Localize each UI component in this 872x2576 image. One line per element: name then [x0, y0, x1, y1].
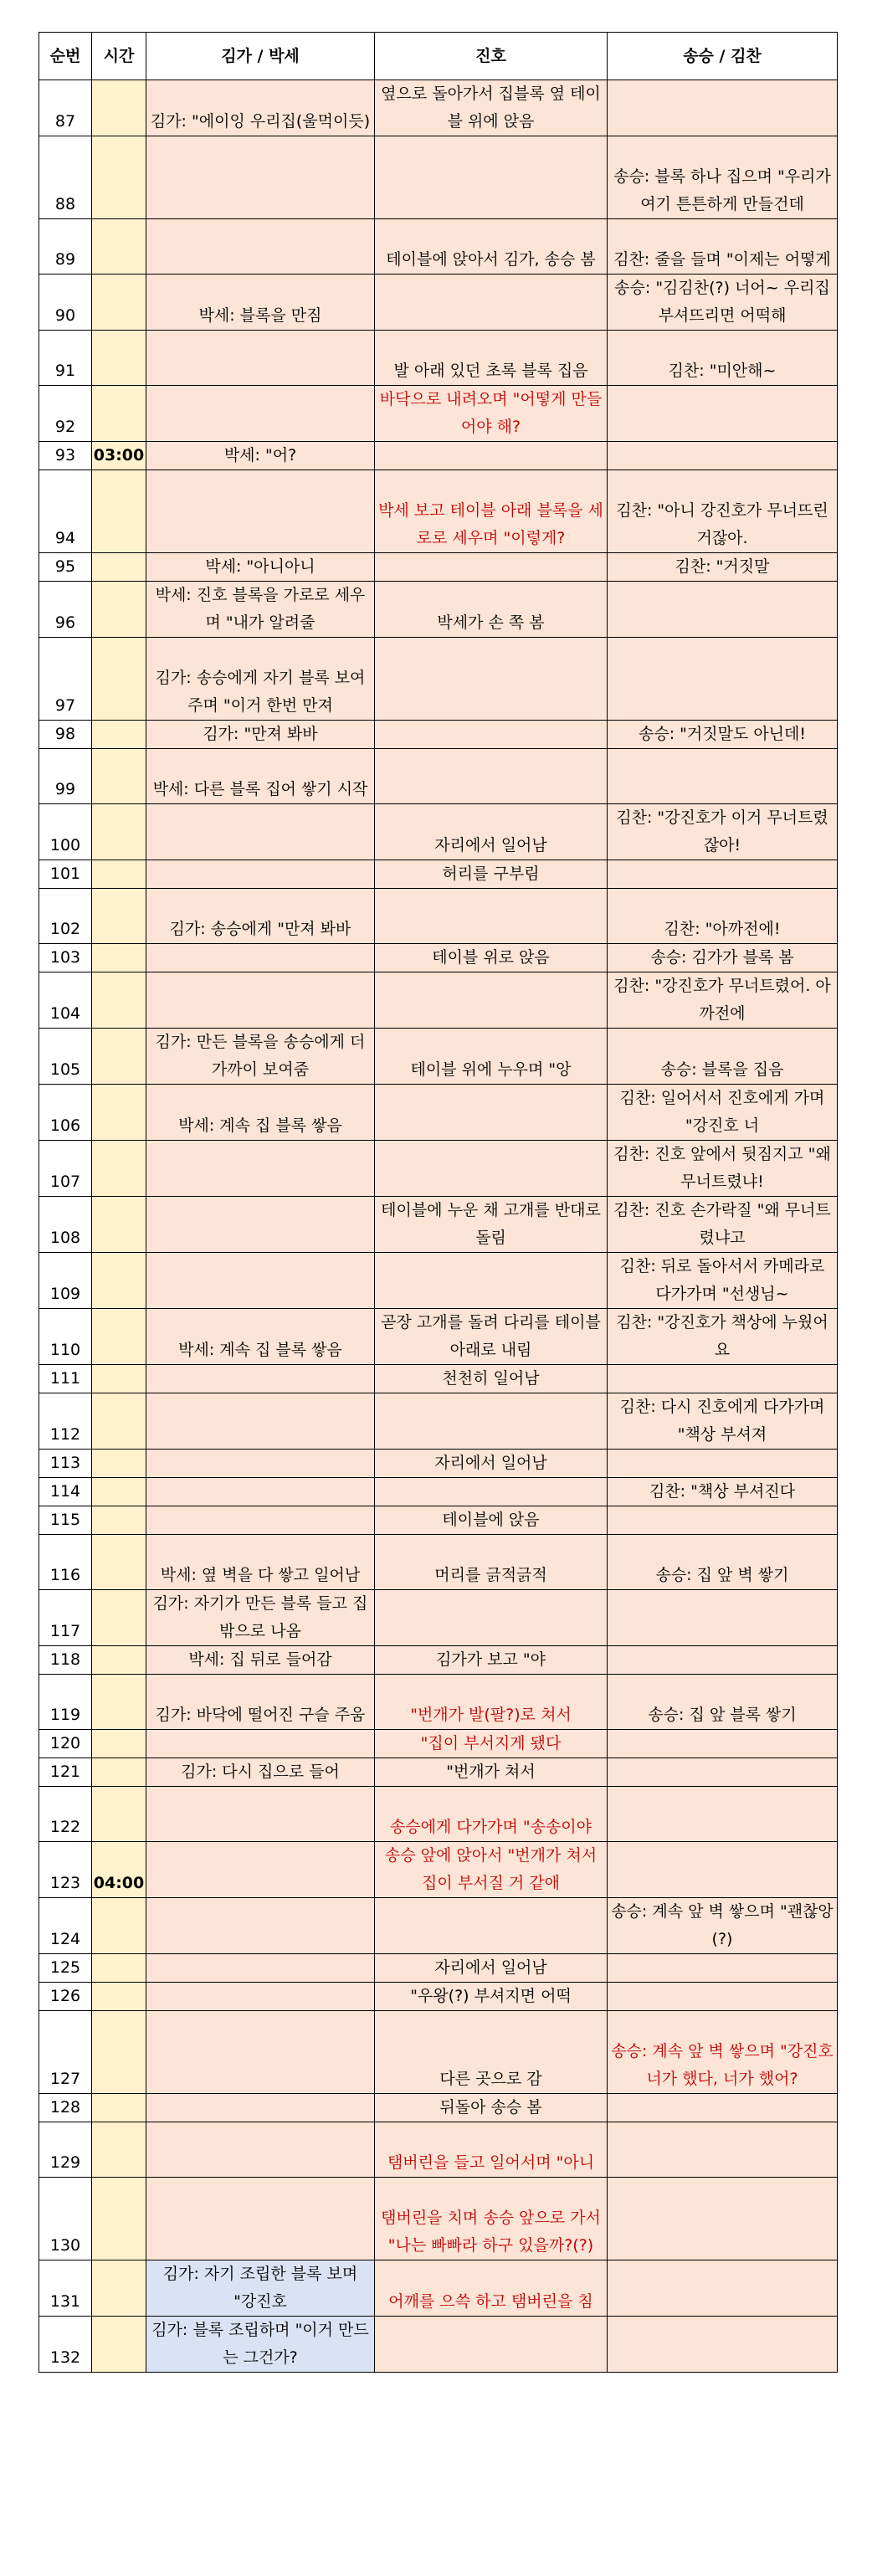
- table-row: [39, 1450, 838, 1478]
- kimga-bakse-cell: 김가: 만든 블록을 송승에게 더 가까이 보여줌: [146, 1029, 375, 1085]
- jinho-cell: [375, 2317, 608, 2373]
- table-row: [39, 1085, 838, 1141]
- table-row: [39, 331, 838, 386]
- table-row: [39, 2178, 838, 2260]
- table-row: [39, 136, 838, 219]
- time-cell: [92, 470, 146, 553]
- songseung-kimchan-cell: 김찬: 뒤로 돌아서서 카메라로 다가가며 "선생님~: [608, 1253, 838, 1309]
- jinho-cell: 박세 보고 테이블 아래 블록을 세로로 세우며 "이렇게?: [375, 470, 608, 553]
- table-row: [39, 1393, 838, 1450]
- kimga-bakse-cell: [146, 804, 375, 860]
- table-row: [39, 275, 838, 331]
- table-row: [39, 804, 838, 860]
- jinho-cell: 다른 곳으로 감: [375, 2011, 608, 2094]
- table-row: [39, 553, 838, 582]
- kimga-bakse-cell: 김가: 블록 조립하며 "이거 만드는 그건가?: [146, 2317, 375, 2373]
- time-cell: [92, 219, 146, 275]
- jinho-cell: [375, 553, 608, 582]
- time-cell: [92, 331, 146, 386]
- time-cell: [92, 1983, 146, 2011]
- jinho-cell: 탬버린을 치며 송승 앞으로 가서 "나는 빠빠라 하구 있을까?(?): [375, 2178, 608, 2260]
- kimga-bakse-cell: [146, 1393, 375, 1450]
- songseung-kimchan-cell: [608, 2317, 838, 2373]
- kimga-bakse-cell: [146, 1197, 375, 1253]
- kimga-bakse-cell: 박세: 계속 집 블록 쌓음: [146, 1309, 375, 1365]
- time-cell: [92, 1590, 146, 1646]
- time-cell: [92, 1758, 146, 1787]
- table-row: [39, 2094, 838, 2122]
- songseung-kimchan-cell: [608, 1842, 838, 1898]
- table-row: [39, 749, 838, 804]
- kimga-bakse-cell: 김가: 다시 집으로 들어: [146, 1758, 375, 1787]
- jinho-cell: 자리에서 일어남: [375, 1450, 608, 1478]
- songseung-kimchan-cell: [608, 638, 838, 721]
- songseung-kimchan-cell: 김찬: 다시 진호에게 다가가며 "책상 부셔져: [608, 1393, 838, 1450]
- songseung-kimchan-cell: 김찬: "책상 부셔진다: [608, 1478, 838, 1506]
- row-number: 101: [39, 860, 92, 889]
- time-cell: [92, 944, 146, 972]
- time-cell: [92, 136, 146, 219]
- jinho-cell: "번개가 발(팔?)로 쳐서: [375, 1675, 608, 1730]
- time-cell: [92, 1506, 146, 1535]
- table-row: [39, 1590, 838, 1646]
- kimga-bakse-cell: [146, 2011, 375, 2094]
- time-cell: [92, 1675, 146, 1730]
- time-cell: 04:00: [92, 1842, 146, 1898]
- table-row: [39, 860, 838, 889]
- table-row: [39, 1029, 838, 1085]
- time-cell: [92, 1253, 146, 1309]
- transcript-table: [38, 32, 838, 2373]
- kimga-bakse-cell: [146, 470, 375, 553]
- songseung-kimchan-cell: [608, 2094, 838, 2122]
- jinho-cell: [375, 889, 608, 944]
- songseung-kimchan-cell: 송승: "김김찬(?) 너어~ 우리집 부셔뜨리면 어떡해: [608, 275, 838, 331]
- header-seq: 순번: [39, 33, 92, 80]
- table-row: [39, 972, 838, 1029]
- row-number: 109: [39, 1253, 92, 1309]
- kimga-bakse-cell: 박세: 블록을 만짐: [146, 275, 375, 331]
- kimga-bakse-cell: [146, 1787, 375, 1842]
- row-number: 115: [39, 1506, 92, 1535]
- row-number: 110: [39, 1309, 92, 1365]
- header-row: [39, 33, 838, 80]
- table-row: [39, 944, 838, 972]
- kimga-bakse-cell: [146, 219, 375, 275]
- jinho-cell: 자리에서 일어남: [375, 1954, 608, 1983]
- kimga-bakse-cell: [146, 2178, 375, 2260]
- table-row: [39, 1675, 838, 1730]
- time-cell: [92, 80, 146, 136]
- row-number: 113: [39, 1450, 92, 1478]
- table-row: [39, 638, 838, 721]
- table-row: [39, 1646, 838, 1675]
- table-row: [39, 1253, 838, 1309]
- jinho-cell: 테이블 위로 앉음: [375, 944, 608, 972]
- songseung-kimchan-cell: [608, 1758, 838, 1787]
- songseung-kimchan-cell: 김찬: "아까전에!: [608, 889, 838, 944]
- kimga-bakse-cell: [146, 1478, 375, 1506]
- table-row: [39, 1365, 838, 1393]
- table-row: [39, 582, 838, 638]
- row-number: 114: [39, 1478, 92, 1506]
- time-cell: [92, 972, 146, 1029]
- time-cell: [92, 1309, 146, 1365]
- row-number: 91: [39, 331, 92, 386]
- table-row: [39, 1954, 838, 1983]
- time-cell: [92, 889, 146, 944]
- jinho-cell: 송승에게 다가가며 "송송이야: [375, 1787, 608, 1842]
- jinho-cell: 곧장 고개를 돌려 다리를 테이블 아래로 내림: [375, 1309, 608, 1365]
- table-row: [39, 1478, 838, 1506]
- kimga-bakse-cell: 김가: 송승에게 "만져 봐바: [146, 889, 375, 944]
- songseung-kimchan-cell: [608, 386, 838, 442]
- jinho-cell: 김가가 보고 "야: [375, 1646, 608, 1675]
- table-row: [39, 1197, 838, 1253]
- songseung-kimchan-cell: [608, 1590, 838, 1646]
- jinho-cell: 어깨를 으쓱 하고 탬버린을 침: [375, 2260, 608, 2317]
- time-cell: [92, 1535, 146, 1590]
- time-cell: 03:00: [92, 442, 146, 470]
- row-number: 88: [39, 136, 92, 219]
- time-cell: [92, 1954, 146, 1983]
- jinho-cell: "집이 부서지게 됐다: [375, 1730, 608, 1758]
- row-number: 122: [39, 1787, 92, 1842]
- kimga-bakse-cell: 김가: 자기가 만든 블록 들고 집 밖으로 나옴: [146, 1590, 375, 1646]
- kimga-bakse-cell: [146, 1898, 375, 1954]
- songseung-kimchan-cell: [608, 2122, 838, 2178]
- row-number: 103: [39, 944, 92, 972]
- kimga-bakse-cell: 박세: 집 뒤로 들어감: [146, 1646, 375, 1675]
- jinho-cell: 테이블에 앉음: [375, 1506, 608, 1535]
- jinho-cell: [375, 721, 608, 749]
- time-cell: [92, 1450, 146, 1478]
- songseung-kimchan-cell: 김찬: 줄을 들며 "이제는 어떻게: [608, 219, 838, 275]
- time-cell: [92, 721, 146, 749]
- table-row: [39, 1898, 838, 1954]
- table-row: [39, 2122, 838, 2178]
- row-number: 90: [39, 275, 92, 331]
- time-cell: [92, 2011, 146, 2094]
- jinho-cell: 자리에서 일어남: [375, 804, 608, 860]
- kimga-bakse-cell: 박세: 다른 블록 집어 쌓기 시작: [146, 749, 375, 804]
- row-number: 127: [39, 2011, 92, 2094]
- row-number: 107: [39, 1141, 92, 1197]
- time-cell: [92, 1141, 146, 1197]
- row-number: 130: [39, 2178, 92, 2260]
- table-row: [39, 2260, 838, 2317]
- row-number: 120: [39, 1730, 92, 1758]
- songseung-kimchan-cell: 김찬: "미안해~: [608, 331, 838, 386]
- row-number: 89: [39, 219, 92, 275]
- songseung-kimchan-cell: 김찬: "거짓말: [608, 553, 838, 582]
- jinho-cell: 뒤돌아 송승 봄: [375, 2094, 608, 2122]
- jinho-cell: 테이블에 앉아서 김가, 송승 봄: [375, 219, 608, 275]
- time-cell: [92, 1478, 146, 1506]
- kimga-bakse-cell: [146, 1954, 375, 1983]
- time-cell: [92, 1787, 146, 1842]
- row-number: 124: [39, 1898, 92, 1954]
- table-row: [39, 1758, 838, 1787]
- row-number: 131: [39, 2260, 92, 2317]
- jinho-cell: 바닥으로 내려오며 "어떻게 만들어야 해?: [375, 386, 608, 442]
- kimga-bakse-cell: 박세: 진호 블록을 가로로 세우며 "내가 알려줄: [146, 582, 375, 638]
- jinho-cell: [375, 275, 608, 331]
- row-number: 123: [39, 1842, 92, 1898]
- time-cell: [92, 1646, 146, 1675]
- table-row: [39, 1141, 838, 1197]
- jinho-cell: [375, 1590, 608, 1646]
- jinho-cell: [375, 1478, 608, 1506]
- songseung-kimchan-cell: [608, 1730, 838, 1758]
- row-number: 97: [39, 638, 92, 721]
- jinho-cell: 탬버린을 들고 일어서며 "아니: [375, 2122, 608, 2178]
- songseung-kimchan-cell: [608, 2260, 838, 2317]
- jinho-cell: 발 아래 있던 초록 블록 집음: [375, 331, 608, 386]
- table-row: [39, 80, 838, 136]
- table-row: [39, 219, 838, 275]
- kimga-bakse-cell: [146, 944, 375, 972]
- row-number: 96: [39, 582, 92, 638]
- songseung-kimchan-cell: [608, 1787, 838, 1842]
- kimga-bakse-cell: 박세: 옆 벽을 다 쌓고 일어남: [146, 1535, 375, 1590]
- table-row: [39, 442, 838, 470]
- row-number: 119: [39, 1675, 92, 1730]
- time-cell: [92, 1393, 146, 1450]
- kimga-bakse-cell: [146, 386, 375, 442]
- songseung-kimchan-cell: [608, 860, 838, 889]
- songseung-kimchan-cell: 송승: "거짓말도 아닌데!: [608, 721, 838, 749]
- time-cell: [92, 2122, 146, 2178]
- time-cell: [92, 860, 146, 889]
- kimga-bakse-cell: [146, 331, 375, 386]
- songseung-kimchan-cell: 김찬: "강진호가 무너트렸어. 아까전에: [608, 972, 838, 1029]
- songseung-kimchan-cell: [608, 1954, 838, 1983]
- row-number: 117: [39, 1590, 92, 1646]
- kimga-bakse-cell: 김가: 자기 조립한 블록 보며 "강진호: [146, 2260, 375, 2317]
- row-number: 99: [39, 749, 92, 804]
- kimga-bakse-cell: [146, 2094, 375, 2122]
- time-cell: [92, 1730, 146, 1758]
- row-number: 94: [39, 470, 92, 553]
- songseung-kimchan-cell: [608, 80, 838, 136]
- jinho-cell: [375, 442, 608, 470]
- time-cell: [92, 1029, 146, 1085]
- header-kimga-bakse: 김가 / 박세: [146, 33, 375, 80]
- kimga-bakse-cell: 박세: "어?: [146, 442, 375, 470]
- songseung-kimchan-cell: 김찬: 일어서서 진호에게 가며 "강진호 너: [608, 1085, 838, 1141]
- time-cell: [92, 2178, 146, 2260]
- jinho-cell: 허리를 구부림: [375, 860, 608, 889]
- time-cell: [92, 553, 146, 582]
- songseung-kimchan-cell: 송승: 계속 앞 벽 쌓으며 "강진호 너가 했다, 너가 했어?: [608, 2011, 838, 2094]
- table-row: [39, 1535, 838, 1590]
- row-number: 93: [39, 442, 92, 470]
- kimga-bakse-cell: [146, 1141, 375, 1197]
- kimga-bakse-cell: [146, 1730, 375, 1758]
- songseung-kimchan-cell: 송승: 계속 앞 벽 쌓으며 "괜찮앙(?): [608, 1898, 838, 1954]
- row-number: 106: [39, 1085, 92, 1141]
- row-number: 125: [39, 1954, 92, 1983]
- row-number: 116: [39, 1535, 92, 1590]
- table-row: [39, 889, 838, 944]
- jinho-cell: 머리를 긁적긁적: [375, 1535, 608, 1590]
- table-row: [39, 470, 838, 553]
- kimga-bakse-cell: 김가: "에이잉 우리집(울먹이듯): [146, 80, 375, 136]
- row-number: 92: [39, 386, 92, 442]
- kimga-bakse-cell: 김가: "만져 봐바: [146, 721, 375, 749]
- kimga-bakse-cell: [146, 1450, 375, 1478]
- jinho-cell: 옆으로 돌아가서 집블록 옆 테이블 위에 앉음: [375, 80, 608, 136]
- jinho-cell: [375, 1141, 608, 1197]
- songseung-kimchan-cell: [608, 1365, 838, 1393]
- kimga-bakse-cell: [146, 972, 375, 1029]
- table-row: [39, 2317, 838, 2373]
- jinho-cell: 테이블 위에 누우며 "앙: [375, 1029, 608, 1085]
- songseung-kimchan-cell: 김찬: "아니 강진호가 무너뜨린 거잖아.: [608, 470, 838, 553]
- table-row: [39, 1787, 838, 1842]
- songseung-kimchan-cell: [608, 582, 838, 638]
- kimga-bakse-cell: [146, 1365, 375, 1393]
- jinho-cell: [375, 1253, 608, 1309]
- row-number: 121: [39, 1758, 92, 1787]
- row-number: 118: [39, 1646, 92, 1675]
- time-cell: [92, 2094, 146, 2122]
- jinho-cell: 송승 앞에 앉아서 "번개가 쳐서 집이 부서질 거 같애: [375, 1842, 608, 1898]
- time-cell: [92, 386, 146, 442]
- songseung-kimchan-cell: 송승: 집 앞 블록 쌓기: [608, 1675, 838, 1730]
- jinho-cell: "번개가 쳐서: [375, 1758, 608, 1787]
- row-number: 129: [39, 2122, 92, 2178]
- row-number: 112: [39, 1393, 92, 1450]
- songseung-kimchan-cell: 송승: 김가가 블록 봄: [608, 944, 838, 972]
- jinho-cell: [375, 1898, 608, 1954]
- header-time: 시간: [92, 33, 146, 80]
- songseung-kimchan-cell: 송승: 블록을 집음: [608, 1029, 838, 1085]
- row-number: 105: [39, 1029, 92, 1085]
- songseung-kimchan-cell: [608, 1506, 838, 1535]
- songseung-kimchan-cell: [608, 749, 838, 804]
- songseung-kimchan-cell: 김찬: "강진호가 책상에 누웠어요: [608, 1309, 838, 1365]
- songseung-kimchan-cell: 김찬: 진호 앞에서 뒷짐지고 "왜 무너트렸냐!: [608, 1141, 838, 1197]
- time-cell: [92, 275, 146, 331]
- jinho-cell: 테이블에 누운 채 고개를 반대로 돌림: [375, 1197, 608, 1253]
- table-row: [39, 2011, 838, 2094]
- table-row: [39, 1842, 838, 1898]
- row-number: 100: [39, 804, 92, 860]
- header-jinho: 진호: [375, 33, 608, 80]
- songseung-kimchan-cell: 송승: 블록 하나 집으며 "우리가 여기 튼튼하게 만들건데: [608, 136, 838, 219]
- songseung-kimchan-cell: 김찬: 진호 손가락질 "왜 무너트렸냐고: [608, 1197, 838, 1253]
- time-cell: [92, 2317, 146, 2373]
- kimga-bakse-cell: [146, 1253, 375, 1309]
- table-row: [39, 1730, 838, 1758]
- row-number: 108: [39, 1197, 92, 1253]
- time-cell: [92, 1365, 146, 1393]
- table-row: [39, 1506, 838, 1535]
- songseung-kimchan-cell: [608, 1646, 838, 1675]
- songseung-kimchan-cell: 송승: 집 앞 벽 쌓기: [608, 1535, 838, 1590]
- songseung-kimchan-cell: [608, 1983, 838, 2011]
- kimga-bakse-cell: 박세: "아니아니: [146, 553, 375, 582]
- row-number: 95: [39, 553, 92, 582]
- songseung-kimchan-cell: [608, 442, 838, 470]
- jinho-cell: [375, 638, 608, 721]
- jinho-cell: "우왕(?) 부셔지면 어떡: [375, 1983, 608, 2011]
- table-row: [39, 1309, 838, 1365]
- jinho-cell: [375, 1393, 608, 1450]
- table-row: [39, 1983, 838, 2011]
- time-cell: [92, 804, 146, 860]
- jinho-cell: [375, 136, 608, 219]
- time-cell: [92, 638, 146, 721]
- jinho-cell: 천천히 일어남: [375, 1365, 608, 1393]
- kimga-bakse-cell: [146, 136, 375, 219]
- row-number: 128: [39, 2094, 92, 2122]
- time-cell: [92, 1085, 146, 1141]
- table-row: [39, 721, 838, 749]
- kimga-bakse-cell: [146, 860, 375, 889]
- jinho-cell: [375, 749, 608, 804]
- songseung-kimchan-cell: [608, 1450, 838, 1478]
- row-number: 104: [39, 972, 92, 1029]
- time-cell: [92, 1898, 146, 1954]
- kimga-bakse-cell: 김가: 송승에게 자기 블록 보여주며 "이거 한번 만져: [146, 638, 375, 721]
- row-number: 102: [39, 889, 92, 944]
- row-number: 126: [39, 1983, 92, 2011]
- jinho-cell: 박세가 손 쪽 봄: [375, 582, 608, 638]
- row-number: 132: [39, 2317, 92, 2373]
- songseung-kimchan-cell: [608, 2178, 838, 2260]
- kimga-bakse-cell: [146, 1983, 375, 2011]
- row-number: 98: [39, 721, 92, 749]
- songseung-kimchan-cell: 김찬: "강진호가 이거 무너트렸잖아!: [608, 804, 838, 860]
- kimga-bakse-cell: [146, 1506, 375, 1535]
- header-songseung-kimchan: 송승 / 김찬: [608, 33, 838, 80]
- time-cell: [92, 2260, 146, 2317]
- time-cell: [92, 582, 146, 638]
- row-number: 111: [39, 1365, 92, 1393]
- row-number: 87: [39, 80, 92, 136]
- kimga-bakse-cell: 박세: 계속 집 블록 쌓음: [146, 1085, 375, 1141]
- jinho-cell: [375, 1085, 608, 1141]
- jinho-cell: [375, 972, 608, 1029]
- kimga-bakse-cell: 김가: 바닥에 떨어진 구슬 주움: [146, 1675, 375, 1730]
- kimga-bakse-cell: [146, 1842, 375, 1898]
- time-cell: [92, 1197, 146, 1253]
- table-row: [39, 386, 838, 442]
- time-cell: [92, 749, 146, 804]
- kimga-bakse-cell: [146, 2122, 375, 2178]
